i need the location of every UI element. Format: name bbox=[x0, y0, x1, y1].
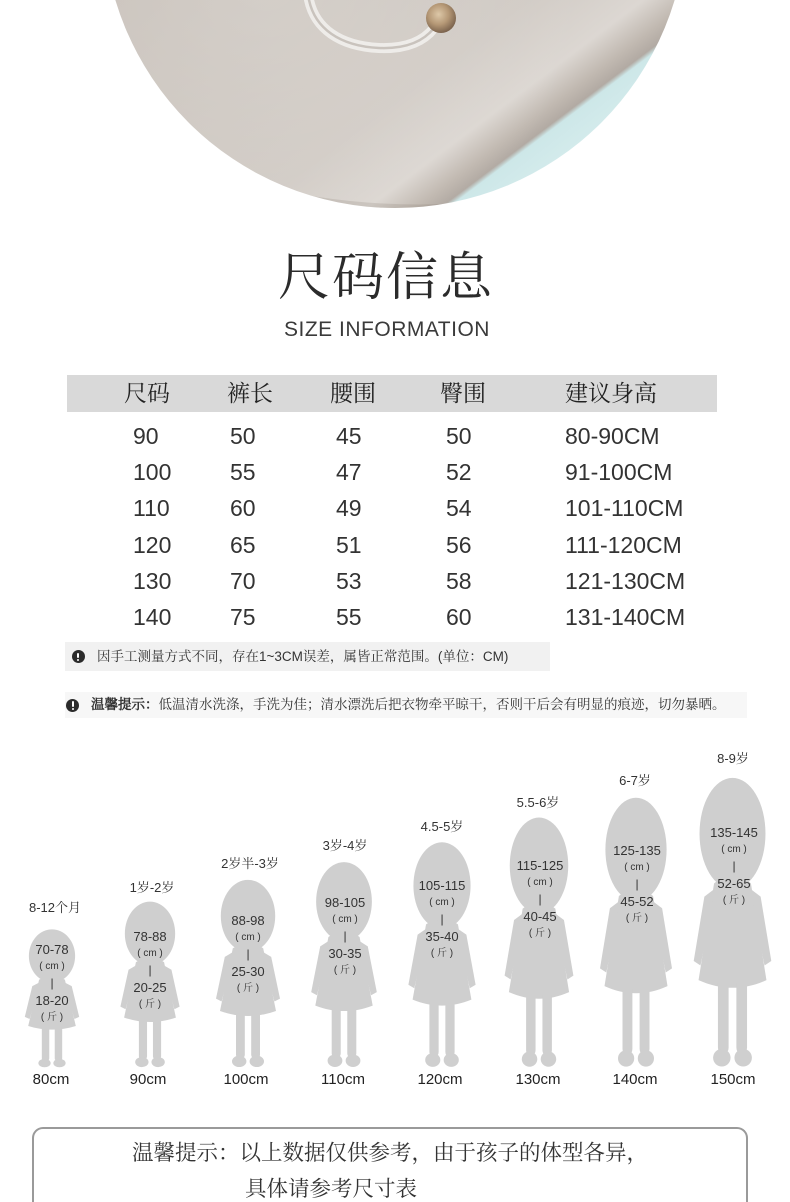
child-height-range: 70-78 bbox=[35, 941, 69, 957]
child-height-range: 105-115 bbox=[418, 877, 466, 893]
tip-line-2: 具体请参考尺寸表 bbox=[245, 1177, 418, 1201]
child-weight-range: 52-65 bbox=[717, 875, 751, 891]
child-weight-range: 25-30 bbox=[231, 963, 265, 979]
child-age-label: 6-7岁 bbox=[619, 773, 651, 788]
child-height-label: 100cm bbox=[223, 1071, 269, 1088]
exclamation-circle-icon bbox=[72, 650, 85, 663]
size-table-cell-recommended-height: 91-100CM bbox=[565, 459, 673, 486]
child-height-unit: ( cm ) bbox=[235, 931, 261, 943]
child-age-label: 5.5-6岁 bbox=[516, 795, 560, 810]
fabric-fold-shadow bbox=[243, 184, 523, 207]
child-weight-unit: ( 斤 ) bbox=[430, 947, 454, 959]
child-range-separator: | bbox=[246, 946, 250, 961]
size-table-cell-waist: 53 bbox=[336, 567, 362, 594]
embroidery-stitch bbox=[309, 0, 434, 48]
size-table-cell-pants-length: 50 bbox=[230, 423, 256, 449]
pompom bbox=[426, 3, 456, 33]
size-table-cell-hip: 58 bbox=[446, 567, 472, 594]
size-table-cell-size: 110 bbox=[133, 495, 170, 522]
child-height-label: 110cm bbox=[321, 1071, 365, 1088]
tip-frame bbox=[32, 1127, 748, 1202]
care-note-text bbox=[91, 692, 726, 718]
care-note bbox=[65, 692, 747, 718]
size-table-cell-hip: 50 bbox=[446, 423, 472, 449]
size-table-row bbox=[0, 529, 790, 561]
size-table-header-cell: 腰围 bbox=[330, 380, 376, 406]
child-weight-unit: ( 斤 ) bbox=[528, 927, 552, 939]
size-table-cell-waist: 45 bbox=[336, 423, 362, 449]
fabric-photo bbox=[103, 0, 687, 208]
child-range-separator: | bbox=[50, 975, 54, 990]
size-table-cell-size: 100 bbox=[133, 459, 172, 486]
child-weight-unit: ( 斤 ) bbox=[236, 982, 260, 994]
child-range-separator: | bbox=[148, 962, 152, 977]
size-table-header-cell: 臀围 bbox=[440, 380, 486, 406]
growth-chart bbox=[0, 740, 790, 1095]
care-note-label: 温馨提示： bbox=[91, 697, 159, 712]
child-height-unit: ( cm ) bbox=[721, 843, 747, 855]
child-weight-range: 18-20 bbox=[35, 992, 69, 1008]
child-weight-range: 30-35 bbox=[328, 945, 362, 961]
size-table-cell-size: 130 bbox=[133, 567, 172, 594]
size-table-cell-size: 90 bbox=[133, 423, 159, 449]
size-table-cell-hip: 56 bbox=[446, 531, 472, 558]
child-range-separator: | bbox=[440, 911, 444, 926]
child-height-label: 150cm bbox=[710, 1071, 756, 1088]
size-table-cell-size: 120 bbox=[133, 531, 172, 558]
page-title: 尺码信息 bbox=[277, 249, 494, 307]
child-silhouette bbox=[496, 815, 582, 1068]
child-weight-unit: ( 斤 ) bbox=[625, 912, 649, 924]
size-table-cell-pants-length: 65 bbox=[230, 531, 256, 558]
page-subtitle: SIZE INFORMATION bbox=[284, 318, 490, 341]
size-table-cell-waist: 55 bbox=[336, 604, 362, 630]
child-height-unit: ( cm ) bbox=[429, 896, 455, 908]
size-table-cell-recommended-height: 131-140CM bbox=[565, 604, 686, 630]
child-age-label: 8-9岁 bbox=[717, 751, 749, 766]
measurement-note-text: 因手工测量方式不同，存在1~3CM误差，属皆正常范围。(单位：CM) bbox=[97, 649, 509, 664]
size-table-row bbox=[0, 420, 790, 452]
child-weight-unit: ( 斤 ) bbox=[722, 894, 746, 906]
size-table-cell-pants-length: 60 bbox=[230, 495, 256, 522]
fabric-embroidery-detail bbox=[103, 0, 687, 208]
size-table-cell-recommended-height: 101-110CM bbox=[565, 495, 684, 522]
child-weight-unit: ( 斤 ) bbox=[40, 1011, 64, 1023]
child-height-range: 98-105 bbox=[324, 894, 366, 910]
child-height-label: 90cm bbox=[129, 1071, 167, 1088]
size-table-cell-size: 140 bbox=[133, 604, 172, 630]
size-table-cell-recommended-height: 80-90CM bbox=[565, 423, 660, 449]
child-weight-range: 35-40 bbox=[425, 928, 459, 944]
child-age-label: 4.5-5岁 bbox=[420, 819, 464, 834]
exclamation-circle-icon bbox=[66, 699, 79, 712]
child-weight-range: 40-45 bbox=[523, 908, 557, 924]
size-table-row bbox=[0, 601, 790, 633]
child-weight-unit: ( 斤 ) bbox=[333, 964, 357, 976]
child-height-unit: ( cm ) bbox=[624, 861, 650, 873]
child-height-unit: ( cm ) bbox=[137, 947, 163, 959]
child-height-range: 115-125 bbox=[516, 857, 564, 873]
size-table-body bbox=[0, 420, 790, 640]
size-table-cell-pants-length: 75 bbox=[230, 604, 256, 630]
child-height-unit: ( cm ) bbox=[39, 960, 65, 972]
hero-banner bbox=[0, 0, 790, 212]
size-table-row bbox=[0, 492, 790, 524]
child-weight-range: 45-52 bbox=[620, 893, 654, 909]
child-height-range: 135-145 bbox=[710, 824, 758, 840]
child-silhouette bbox=[684, 775, 781, 1068]
child-age-label: 8-12个月 bbox=[28, 900, 82, 915]
size-table-header-cell: 尺码 bbox=[124, 380, 170, 406]
size-table-cell-recommended-height: 121-130CM bbox=[565, 567, 686, 594]
size-table-header bbox=[67, 375, 717, 412]
size-table-row bbox=[0, 565, 790, 597]
tip-line-1: 温馨提示：以上数据仅供参考，由于孩子的体型各异， bbox=[131, 1141, 648, 1165]
child-height-label: 120cm bbox=[417, 1071, 463, 1088]
child-height-range: 125-135 bbox=[613, 842, 661, 858]
size-table-cell-recommended-height: 111-120CM bbox=[565, 531, 682, 558]
size-table-cell-hip: 54 bbox=[446, 495, 472, 522]
child-range-separator: | bbox=[538, 891, 542, 906]
child-age-label: 3岁-4岁 bbox=[322, 838, 368, 853]
size-table-cell-hip: 52 bbox=[446, 459, 472, 486]
child-height-label: 80cm bbox=[32, 1071, 70, 1088]
child-age-label: 2岁半-3岁 bbox=[221, 856, 279, 871]
child-height-range: 88-98 bbox=[231, 912, 265, 928]
child-range-separator: | bbox=[343, 928, 347, 943]
size-table-cell-waist: 51 bbox=[336, 531, 362, 558]
child-weight-unit: ( 斤 ) bbox=[138, 998, 162, 1010]
child-age-label: 1岁-2岁 bbox=[129, 880, 175, 895]
child-height-unit: ( cm ) bbox=[527, 876, 553, 888]
care-note-body: 低温清水洗涤，手洗为佳；清水漂洗后把衣物牵平晾干，否则干后会有明显的痕迹，切勿暴晒。 bbox=[158, 697, 726, 712]
size-table-header-cell: 裤长 bbox=[227, 380, 273, 406]
size-table-cell-hip: 60 bbox=[446, 604, 472, 630]
size-table-cell-pants-length: 55 bbox=[230, 459, 256, 486]
size-table-cell-pants-length: 70 bbox=[230, 567, 256, 594]
size-table-row bbox=[0, 456, 790, 488]
child-height-label: 130cm bbox=[515, 1071, 561, 1088]
child-height-unit: ( cm ) bbox=[332, 913, 358, 925]
size-table-cell-waist: 49 bbox=[336, 495, 362, 522]
child-silhouette bbox=[591, 795, 681, 1068]
child-range-separator: | bbox=[635, 876, 639, 891]
measurement-note bbox=[65, 642, 550, 671]
child-height-label: 140cm bbox=[612, 1071, 658, 1088]
size-table-cell-waist: 47 bbox=[336, 459, 362, 486]
child-range-separator: | bbox=[732, 858, 736, 873]
size-table-header-cell: 建议身高 bbox=[565, 380, 657, 406]
child-weight-range: 20-25 bbox=[133, 979, 167, 995]
child-height-range: 78-88 bbox=[133, 928, 167, 944]
